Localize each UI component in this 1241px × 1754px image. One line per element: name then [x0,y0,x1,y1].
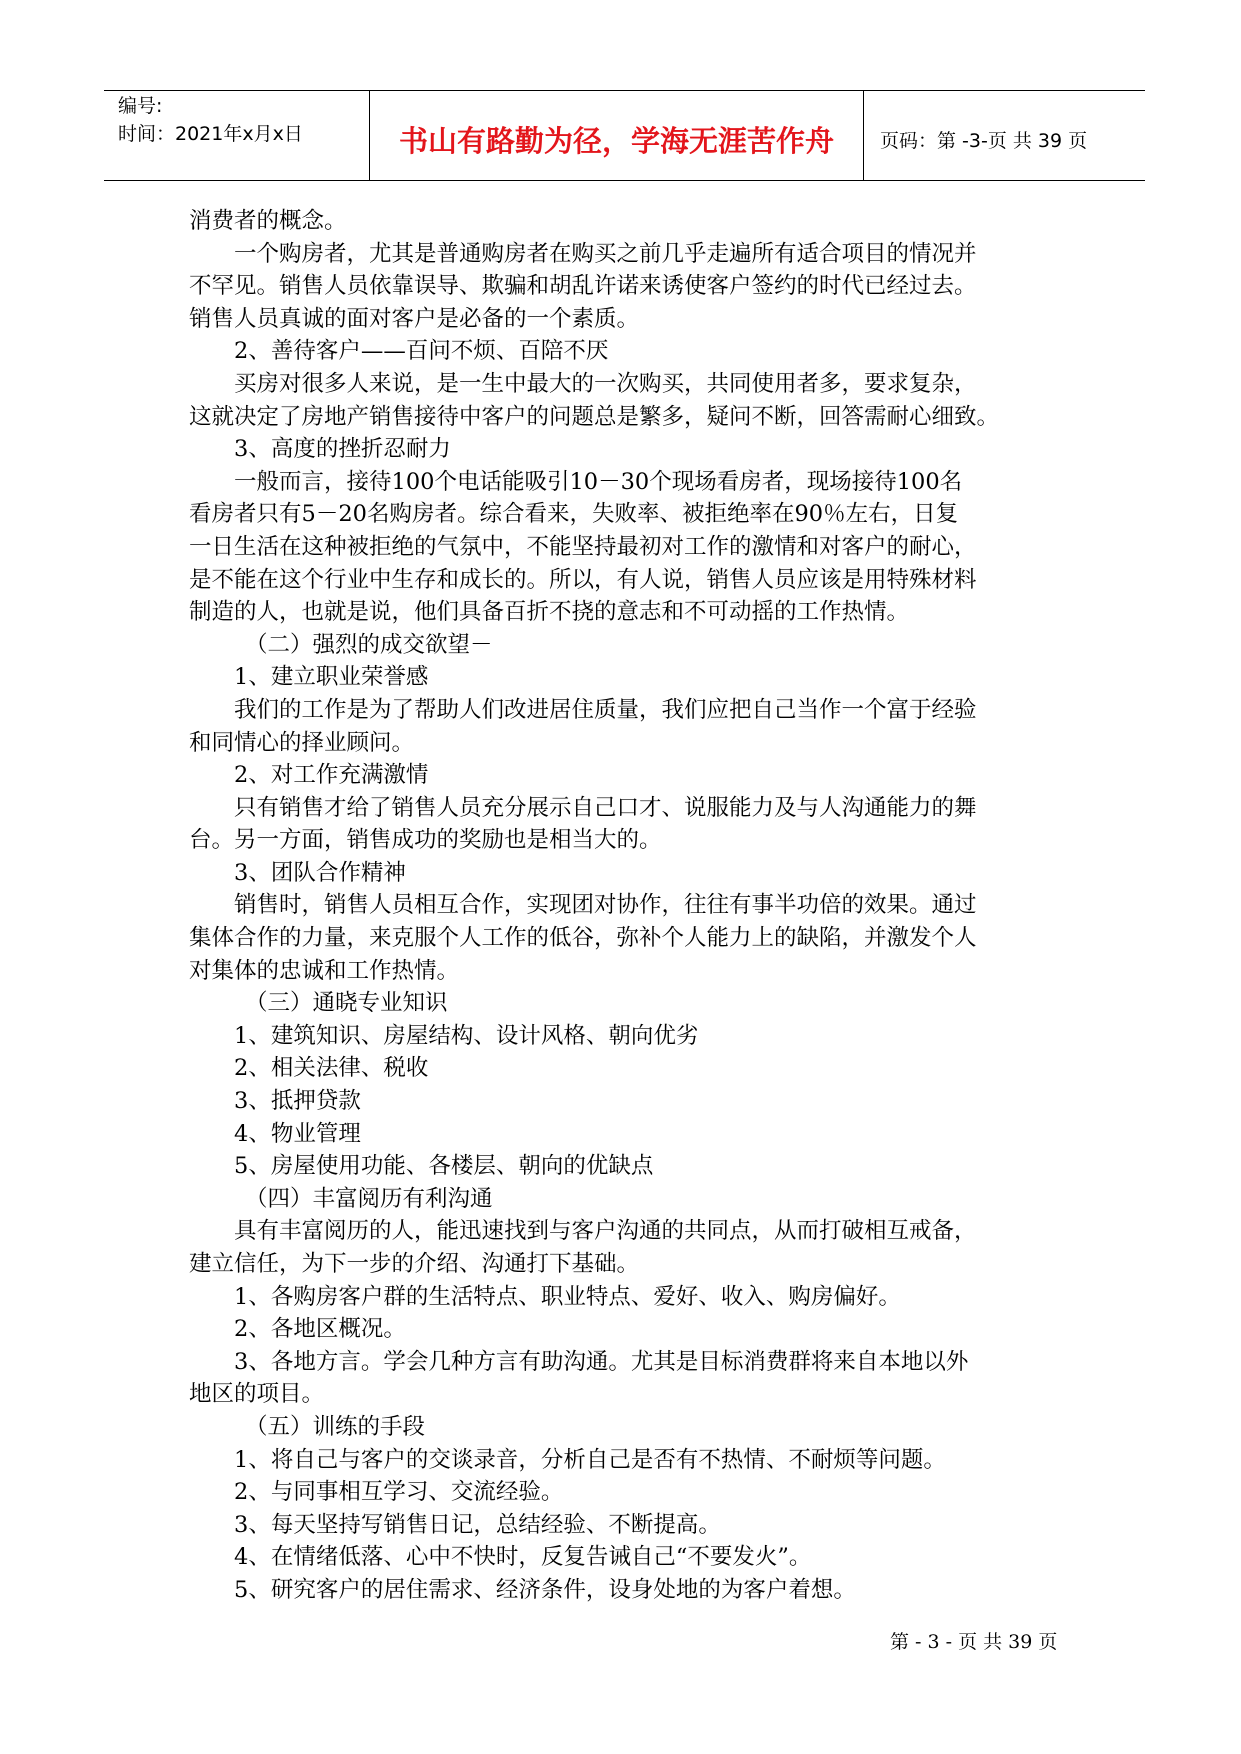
paragraph-line: 制造的人，也就是说，他们具备百折不挠的意志和不可动摇的工作热情。 [189,599,910,626]
paragraph-line: 这就决定了房地产销售接待中客户的问题总是繁多，疑问不断，回答需耐心细致。 [189,403,1000,430]
paragraph-line: 一日生活在这种被拒绝的气氛中，不能坚持最初对工作的激情和对客户的耐心， [189,533,977,560]
header-meta-cell [104,91,369,180]
paragraph-line: 5、研究客户的居住需求、经济条件，设身处地的为客户着想。 [234,1576,856,1603]
paragraph-line: 2、相关法律、税收 [234,1055,429,1082]
paragraph-line: 看房者只有5－20名购房者。综合看来，失败率、被拒绝率在90％左右，日复 [189,501,959,528]
header-page-info: 页码：第 -3-页 共 39 页 [880,130,1088,152]
paragraph-line: 集体合作的力量，来克服个人工作的低谷，弥补个人能力上的缺陷，并激发个人 [189,925,977,952]
paragraph-line: 是不能在这个行业中生存和成长的。所以，有人说，销售人员应该是用特殊材料 [189,566,977,593]
paragraph-line: 台。另一方面，销售成功的奖励也是相当大的。 [189,827,662,854]
serial-number-label: 编号: [118,95,163,117]
paragraph-line: 具有丰富阅历的人，能迅速找到与客户沟通的共同点，从而打破相互戒备， [234,1218,977,1245]
paragraph-line: （二）强烈的成交欲望－ [245,631,493,658]
paragraph-line: 消费者的概念。 [189,208,347,234]
paragraph-line: （三）通晓专业知识 [245,990,448,1017]
paragraph-line: 销售时，销售人员相互合作，实现团对协作，往往有事半功倍的效果。通过 [234,892,977,919]
paragraph-line: 3、每天坚持写销售日记，总结经验、不断提高。 [234,1511,721,1538]
paragraph-line: 销售人员真诚的面对客户是必备的一个素质。 [189,305,640,332]
paragraph-line: 不罕见。销售人员依靠误导、欺骗和胡乱许诺来诱使客户签约的时代已经过去。 [189,273,977,300]
paragraph-line: 买房对很多人来说，是一生中最大的一次购买，共同使用者多，要求复杂， [234,370,977,397]
paragraph-line: 1、建立职业荣誉感 [234,664,429,691]
paragraph-line: 3、各地方言。学会几种方言有助沟通。尤其是目标消费群将来自本地以外 [234,1348,969,1375]
paragraph-line: （五）训练的手段 [245,1413,426,1440]
footer-page-number: 第 - 3 - 页 共 39 页 [890,1631,1058,1653]
paragraph-line: 4、物业管理 [234,1120,361,1147]
paragraph-line: 3、团队合作精神 [234,859,406,886]
paragraph-line: 我们的工作是为了帮助人们改进居住质量，我们应把自己当作一个富于经验 [234,696,977,723]
paragraph-line: 2、各地区概况。 [234,1316,406,1343]
time-label: 时间：2021年x月x日 [118,123,303,145]
paragraph-line: 5、房屋使用功能、各楼层、朝向的优缺点 [234,1153,654,1180]
paragraph-line: 对集体的忠诚和工作热情。 [189,957,460,984]
paragraph-line: 地区的项目。 [189,1381,325,1408]
paragraph-line: 1、各购房客户群的生活特点、职业特点、爱好、收入、购房偏好。 [234,1283,901,1310]
paragraph-line: 3、抵押贷款 [234,1088,361,1115]
paragraph-line: 2、与同事相互学习、交流经验。 [234,1479,564,1506]
paragraph-line: 一个购房者，尤其是普通购房者在购买之前几乎走遍所有适合项目的情况并 [234,240,977,267]
paragraph-line: 3、高度的挫折忍耐力 [234,436,451,463]
paragraph-line: 和同情心的择业顾问。 [189,729,415,756]
page-header [104,90,1145,181]
header-page-cell [864,91,1145,180]
paragraph-line: 一般而言，接待100个电话能吸引10－30个现场看房者，现场接待100名 [234,468,963,495]
paragraph-line: 1、建筑知识、房屋结构、设计风格、朝向优劣 [234,1022,699,1049]
paragraph-line: 1、将自己与客户的交谈录音，分析自己是否有不热情、不耐烦等问题。 [234,1446,946,1473]
paragraph-line: 建立信任，为下一步的介绍、沟通打下基础。 [189,1251,640,1277]
paragraph-line: 2、善待客户——百问不烦、百陪不厌 [234,338,609,365]
header-motto-cell [369,91,864,180]
header-motto: 书山有路勤为径，学海无涯苦作舟 [398,124,834,158]
document-body [189,205,1059,1607]
paragraph-line: 只有销售才给了销售人员充分展示自己口才、说服能力及与人沟通能力的舞 [234,794,977,821]
paragraph-line: （四）丰富阅历有利沟通 [245,1185,493,1212]
paragraph-line: 4、在情绪低落、心中不快时，反复告诫自己“不要发火”。 [234,1544,812,1571]
paragraph-line: 2、对工作充满激情 [234,762,429,789]
